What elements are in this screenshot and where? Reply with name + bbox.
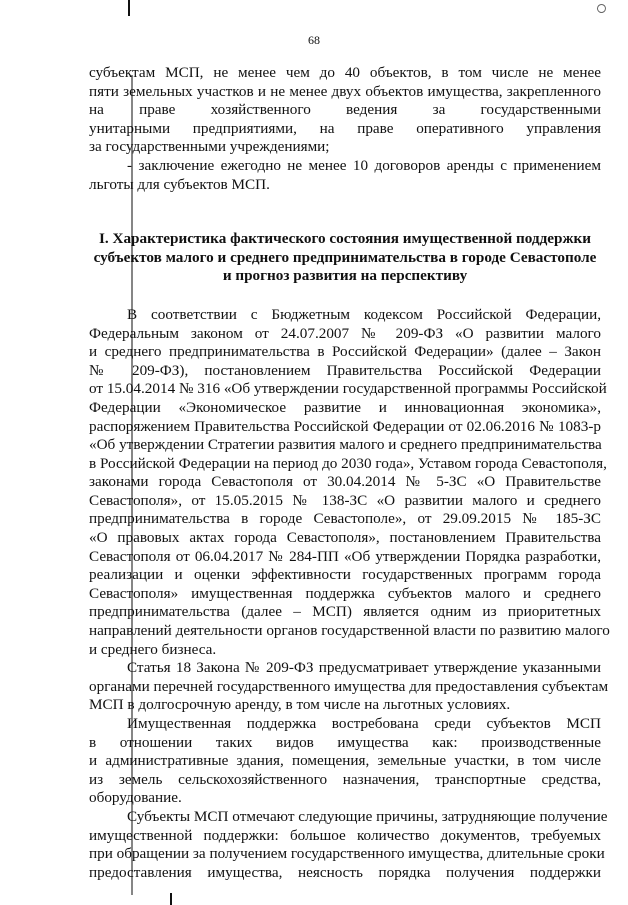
text-line: и среднего предпринимательства в Российской Федерации» (далее – Закон: [89, 343, 601, 361]
text-line: в отношении таких видов имущества как: производственные: [89, 733, 601, 751]
text-line: Федеральным законом от 24.07.2007 № 209-ФЗ «О развитии малого: [89, 324, 601, 342]
text-line: направлений деятельности органов государственной власти по развитию малого: [89, 622, 610, 640]
text-line: унитарными предприятиями, на праве оперативного управления: [89, 119, 601, 137]
text-line: № 209-ФЗ), постановлением Правительства Российской Федерации: [89, 361, 601, 379]
scan-artifact-mark: [596, 3, 608, 15]
text-line: реализации и оценки эффективности государственных программ города: [89, 566, 601, 584]
text-line: льготы для субъектов МСП.: [89, 175, 270, 193]
text-line: органами перечней государственного имущества для предоставления субъектам: [89, 677, 609, 695]
text-line: «Об утверждении Стратегии развития малого и среднего предпринимательства: [89, 436, 602, 454]
text-line: и среднего бизнеса.: [89, 640, 217, 658]
text-line: «О правовых актах города Севастополя», постановлением Правительства: [89, 529, 601, 547]
section-heading-line: I. Характеристика фактического состояния имущественной поддержки: [98, 230, 592, 248]
document-body: [89, 64, 610, 882]
text-line: от 15.04.2014 № 316 «Об утверждении государственной программы Российской: [89, 380, 607, 398]
section-spacer: [89, 194, 601, 230]
scan-artifact-tick: [170, 893, 172, 905]
text-line: за государственными учреждениями;: [89, 138, 330, 156]
text-line: Статья 18 Закона № 209-ФЗ предусматривает утверждение указанными: [127, 659, 601, 677]
text-line: МСП в долгосрочную аренду, в том числе на льготных условиях.: [89, 696, 511, 714]
section-spacer: [89, 286, 601, 306]
text-line: в Российской Федерации на период до 2030 года», Уставом города Севастополя,: [89, 454, 607, 472]
text-line: предпринимательства в городе Севастополе», от 29.09.2015 № 185-ЗС: [89, 510, 601, 528]
text-line: - заключение ежегодно не менее 10 договоров аренды с применением: [127, 156, 601, 174]
text-line: пяти земельных участков и не менее двух объектов имущества, закрепленного: [89, 82, 601, 100]
text-line: законами города Севастополя от 30.04.2014 № 5-ЗС «О Правительстве: [89, 473, 601, 491]
section-heading-line: субъектов малого и среднего предпринимательства в городе Севастополе: [93, 248, 597, 266]
text-line: оборудование.: [89, 789, 182, 807]
text-line: и административные здания, помещения, земельные участки, в том числе: [89, 752, 601, 770]
text-line: распоряжением Правительства Российской Федерации от 02.06.2016 № 1083-р: [89, 417, 601, 435]
text-line: Севастополя» имущественная поддержка субъектов малого и среднего: [89, 584, 601, 602]
text-line: Федерации «Экономическое развитие и инновационная экономика»,: [89, 398, 601, 416]
text-line: Севастополя», от 15.05.2015 № 138-ЗС «О развитии малого и среднего: [89, 491, 601, 509]
text-line: имущественной поддержки: большое количество документов, требуемых: [89, 826, 601, 844]
text-line: Севастополя от 06.04.2017 № 284-ПП «Об утверждении Порядка разработки,: [89, 547, 601, 565]
text-line: Субъекты МСП отмечают следующие причины, затрудняющие получение: [127, 807, 608, 825]
text-line: из земель сельскохозяйственного назначения, транспортные средства,: [89, 770, 601, 788]
text-line: В соответствии с Бюджетным кодексом Российской Федерации,: [127, 305, 601, 323]
text-line: Имущественная поддержка востребована среди субъектов МСП: [127, 715, 601, 732]
text-line: при обращении за получением государственного имущества, длительные сроки: [89, 845, 605, 863]
page-number: 68: [308, 33, 320, 47]
text-line: предоставления имущества, неясность порядка получения поддержки: [89, 863, 601, 881]
text-line: на праве хозяйственного ведения за государственными: [89, 101, 601, 119]
text-line: предпринимательства (далее – МСП) является одним из приоритетных: [89, 603, 601, 621]
text-line: субъектам МСП, не менее чем до 40 объектов, в том числе не менее: [89, 64, 601, 81]
section-heading-line: и прогноз развития на перспективу: [222, 267, 468, 285]
scan-artifact-tick: [128, 0, 130, 16]
